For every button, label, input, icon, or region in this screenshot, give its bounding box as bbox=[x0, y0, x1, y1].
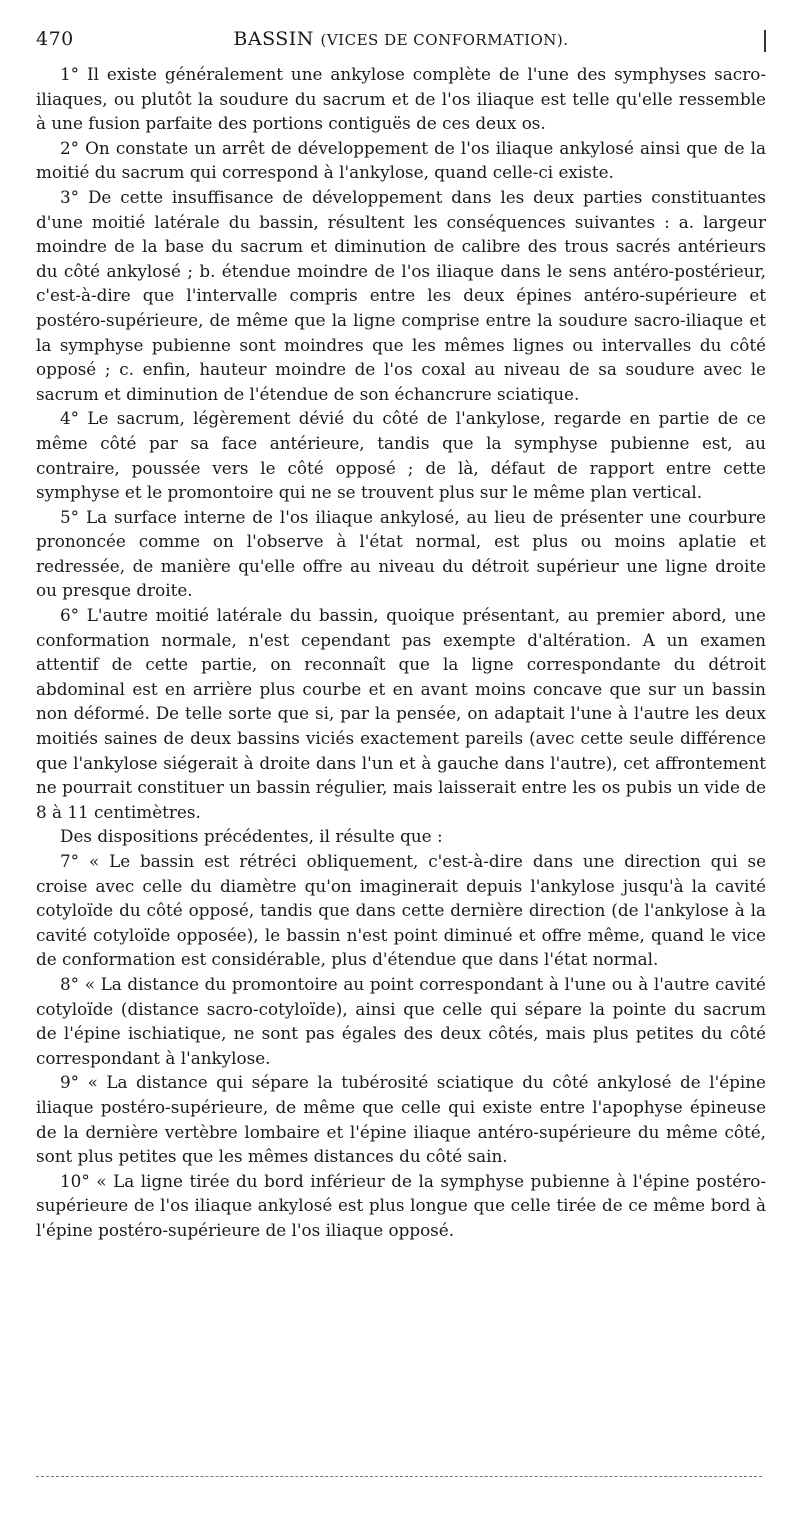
page bbox=[36, 28, 766, 1243]
margin-mark bbox=[764, 30, 766, 52]
running-title-subtitle: (VICES DE CONFORMATION). bbox=[320, 31, 569, 49]
footer-rule bbox=[36, 1476, 762, 1477]
paragraph-2: 2° On constate un arrêt de développement de l'os iliaque ankylosé ainsi que de la moitié du sacrum qui correspond à l'ankylose, quand celle-ci existe. bbox=[36, 137, 766, 183]
page-header bbox=[36, 28, 766, 62]
paragraph-7: Des dispositions précédentes, il résulte que : bbox=[60, 826, 443, 847]
paragraph-3: 3° De cette insuffisance de développement dans les deux parties constituantes d'une moitié latérale du bassin, résultent les conséquences suivantes : a. largeur moindre de la base du sacrum et diminution de calibre des trous sacrés antérieurs du côté ankylosé ; b. étendue moindre de l'os iliaque dans le sens antéro-postérieur, c'est-à-dire que l'intervalle compris entre les deux épines antéro-supérieure et postéro-supérieure, de même que la ligne comprise entre la soudure sacro-iliaque et la symphyse pubienne sont moindres que les mêmes lignes ou intervalles du côté opposé ; c. enfin, hauteur moindre de l'os coxal au niveau de sa soudure avec le sacrum et diminution de l'étendue de son échancrure sciatique. bbox=[36, 186, 766, 404]
page-number: 470 bbox=[36, 28, 74, 50]
paragraph-10: 9° « La distance qui sépare la tubérosité sciatique du côté ankylosé de l'épine iliaque postéro-supérieure, de même que celle qui existe entre l'apophyse épineuse de la dernière vertèbre lombaire et l'épine iliaque antéro-supérieure du même côté, sont plus petites que les mêmes distances du côté sain. bbox=[36, 1072, 766, 1167]
paragraph-8: 7° « Le bassin est rétréci obliquement, c'est-à-dire dans une direction qui se croise avec celle du diamètre qu'on imaginerait depuis l'ankylose jusqu'à la cavité cotyloïde du côté opposé, tandis que dans cette dernière direction (de l'ankylose à la cavité cotyloïde opposée), le bassin n'est point diminué et offre même, quand le vice de conformation est considérable, plus d'étendue que dans l'état normal. bbox=[36, 851, 766, 970]
running-title-main: BASSIN bbox=[233, 28, 314, 50]
paragraph-5: 5° La surface interne de l'os iliaque ankylosé, au lieu de présenter une courbure prononcée comme on l'observe à l'état normal, est plus ou moins aplatie et redressée, de manière qu'elle offre au niveau du détroit supérieur une ligne droite ou presque droite. bbox=[36, 506, 766, 601]
running-title bbox=[36, 28, 766, 50]
paragraph-9: 8° « La distance du promontoire au point correspondant à l'une ou à l'autre cavité cotyloïde (distance sacro-cotyloïde), ainsi que celle qui sépare la pointe du sacrum de l'épine ischiatique, ne sont pas égales des deux côtés, mais plus petites du côté correspondant à l'ankylose. bbox=[36, 973, 766, 1068]
paragraph-6: 6° L'autre moitié latérale du bassin, quoique présentant, au premier abord, une conformation normale, n'est cependant pas exempte d'altération. A un examen attentif de cette partie, on reconnaît que la ligne correspondante du détroit abdominal est en arrière plus courbe et en avant moins concave que sur un bassin non déformé. De telle sorte que si, par la pensée, on adaptait l'une à l'autre les deux moitiés saines de deux bassins viciés exactement pareils (avec cette seule différence que l'ankylose siégerait à droite dans l'un et à gauche dans l'autre), cet affrontement ne pourrait constituer un bassin régulier, mais laisserait entre les os pubis un vide de 8 à 11 centimètres. bbox=[36, 605, 766, 822]
paragraph-1: 1° Il existe généralement une ankylose complète de l'une des symphyses sacro-iliaques, ou plutôt la soudure du sacrum et de l'os iliaque est telle qu'elle ressemble à une fusion parfaite des portions contiguës de ces deux os. bbox=[36, 64, 766, 134]
paragraph-4: 4° Le sacrum, légèrement dévié du côté de l'ankylose, regarde en partie de ce même côté par sa face antérieure, tandis que la symphyse pubienne est, au contraire, poussée vers le côté opposé ; de là, défaut de rapport entre cette symphyse et le promontoire qui ne se trouvent plus sur le même plan vertical. bbox=[36, 408, 766, 503]
body-text bbox=[36, 62, 766, 1243]
paragraph-11: 10° « La ligne tirée du bord inférieur de la symphyse pubienne à l'épine postéro-supérieure de l'os iliaque ankylosé est plus longue que celle tirée de ce même bord à l'épine postéro-supérieure de l'os iliaque opposé. bbox=[36, 1170, 766, 1240]
